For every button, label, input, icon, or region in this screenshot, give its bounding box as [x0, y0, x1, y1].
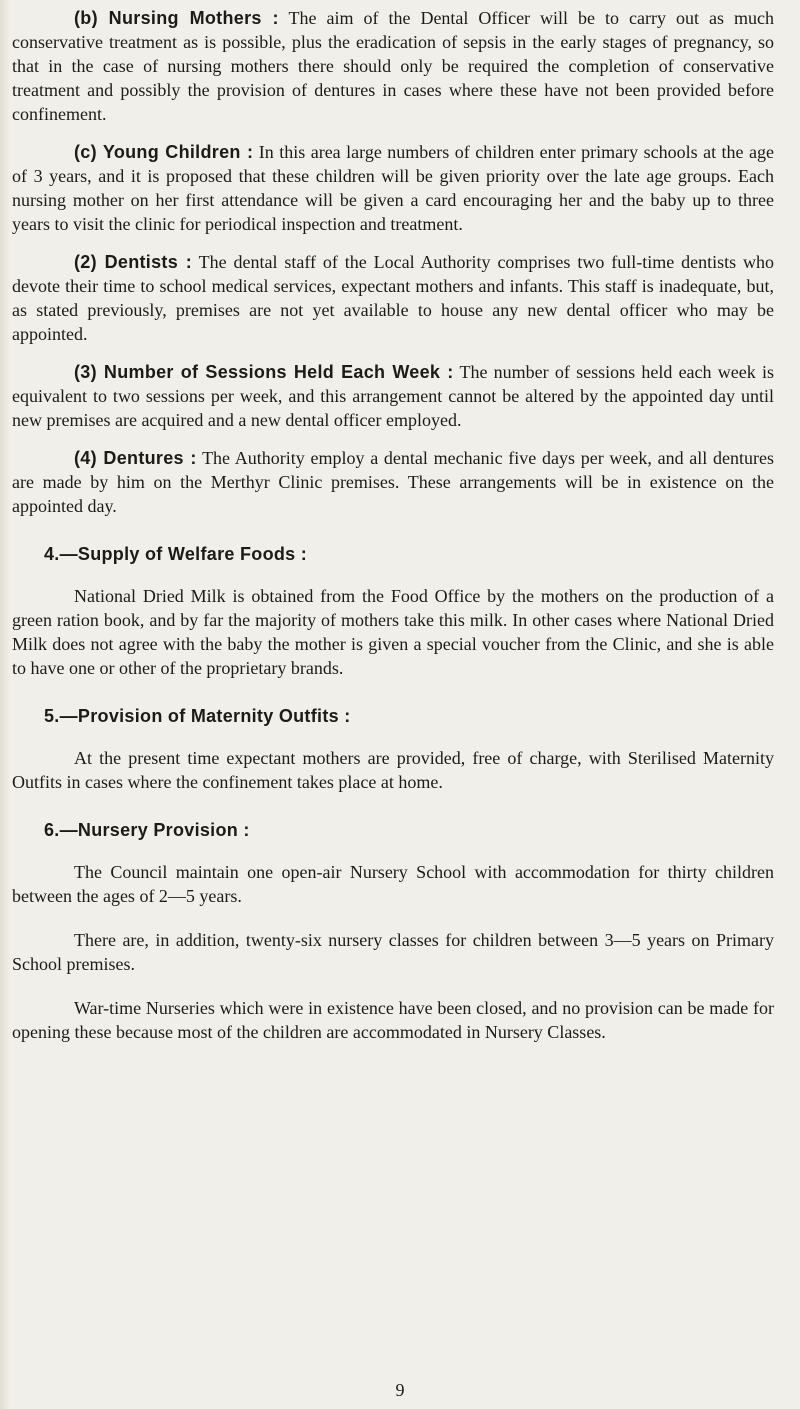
subheading-dentures: (4) Dentures : [74, 448, 197, 468]
paragraph-war-time-nurseries: War-time Nurseries which were in existence have been closed, and no provision can be made for opening these because most of the children are accommodated in Nursery Classes. [12, 998, 774, 1042]
text-nursing-mothers: The aim of the Dental Officer will be to carry out as much conservative treatment as is possible, plus the eradication of sepsis in the early stages of pregnancy, so that in the case of nursing mothers there should only be required the completion of conservative treatment and possibly the provision of dentures in cases where these have not been provided before confinement. [12, 8, 774, 124]
paragraph-sessions [12, 360, 774, 432]
paragraph-dentists [12, 250, 774, 346]
subheading-dentists: (2) Dentists : [74, 252, 193, 272]
text-sessions: The number of sessions held each week is equivalent to two sessions per week, and this arrangement cannot be altered by the appointed day until new premises are acquired and a new dental officer employed. [12, 362, 774, 430]
paragraph-nursery-classes: There are, in addition, twenty-six nursery classes for children between 3—5 years on Primary School premises. [12, 930, 774, 974]
subheading-nursing-mothers: (b) Nursing Mothers : [74, 8, 279, 28]
section-heading-maternity-outfits: 5.—Provision of Maternity Outfits : [44, 706, 351, 726]
section-heading-welfare-foods: 4.—Supply of Welfare Foods : [44, 544, 308, 564]
paragraph-nursing-mothers [12, 6, 774, 126]
subheading-young-children: (c) Young Children : [74, 142, 254, 162]
paragraph-dentures [12, 446, 774, 518]
paragraph-welfare-foods: National Dried Milk is obtained from the Food Office by the mothers on the production of a green ration book, and by far the majority of mothers take this milk. In other cases where National Dried Milk does not agree with the baby the mother is given a special voucher from the Clinic, and she is able to have one or other of the proprietary brands. [12, 586, 774, 678]
paragraph-young-children [12, 140, 774, 236]
subheading-sessions: (3) Number of Sessions Held Each Week : [74, 362, 454, 382]
text-dentures: The Authority employ a dental mechanic five days per week, and all dentures are made by him on the Merthyr Clinic premises. These arrangements will be in existence on the appointed day. [12, 448, 774, 516]
page-number: 9 [395, 1380, 405, 1400]
paragraph-nursery-school: The Council maintain one open-air Nursery School with accommodation for thirty children between the ages of 2—5 years. [12, 862, 774, 906]
text-dentists: The dental staff of the Local Authority comprises two full-time dentists who devote their time to school medical services, expectant mothers and infants. This staff is inadequate, but, as stated previously, premises are not yet available to house any new dental officer who may be appointed. [12, 252, 774, 344]
paragraph-maternity-outfits: At the present time expectant mothers are provided, free of charge, with Sterilised Maternity Outfits in cases where the confinement takes place at home. [12, 748, 774, 792]
section-heading-nursery-provision: 6.—Nursery Provision : [44, 820, 250, 840]
text-young-children: In this area large numbers of children enter primary schools at the age of 3 years, and it is proposed that these children will be given priority over the late age groups. Each nursing mother on her first attendance will be given a card encouraging her and the baby up to three years to visit the clinic for periodical inspection and treatment. [12, 142, 774, 234]
page-edge-shadow [0, 0, 10, 1409]
